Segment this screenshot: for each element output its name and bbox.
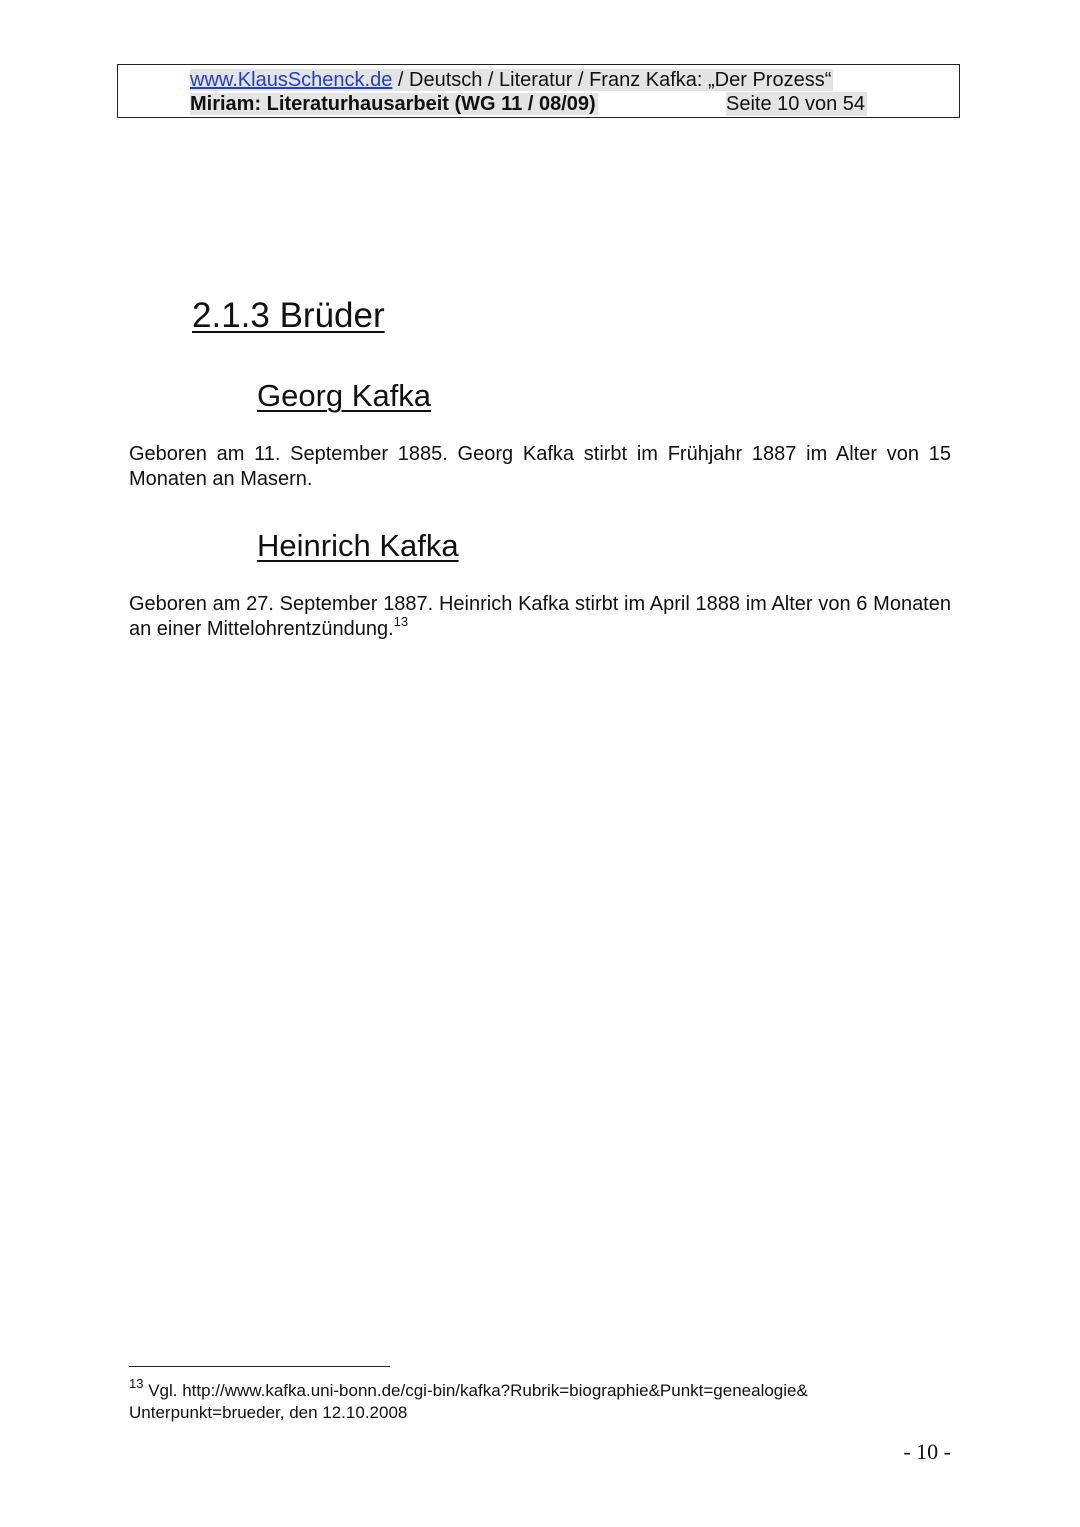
header-line-1 (190, 68, 833, 92)
paragraph-text: Geboren am 11. September 1885. Georg Kafka stirbt im Frühjahr 1887 im Alter von 15 Monaten an Masern. (129, 443, 951, 490)
person-heading-georg: Georg Kafka (257, 378, 432, 413)
footnote-divider (129, 1366, 390, 1367)
person-text-heinrich (129, 592, 951, 642)
header-breadcrumb: / Deutsch / Literatur / Franz Kafka: „Der Prozess“ (392, 69, 832, 91)
site-link[interactable]: www.KlausSchenck.de (190, 69, 393, 91)
header-line-2 (190, 92, 598, 116)
page-header (117, 64, 960, 118)
header-page-counter: Seite 10 von 54 (726, 93, 865, 115)
footnote-line-1: Vgl. http://www.kafka.uni-bonn.de/cgi-bin/kafka?Rubrik=biographie&Punkt=genealogie& (143, 1381, 808, 1400)
footnote-line-2: Unterpunkt=brueder, den 12.10.2008 (129, 1403, 408, 1422)
footnote-ref[interactable]: 13 (393, 614, 409, 630)
section-heading: 2.1.3 Brüder (192, 296, 385, 335)
paragraph-text: Geboren am 27. September 1887. Heinrich Kafka stirbt im April 1888 im Alter von 6 Monaten an einer Mittelohrentzündung. (129, 593, 951, 640)
page-number: - 10 - (903, 1439, 951, 1464)
footnote (129, 1376, 889, 1424)
person-text-georg (129, 442, 951, 492)
header-subtitle: Miriam: Literaturhausarbeit (WG 11 / 08/09) (190, 93, 596, 115)
person-heading-heinrich: Heinrich Kafka (257, 528, 459, 563)
footnote-number: 13 (129, 1376, 144, 1392)
